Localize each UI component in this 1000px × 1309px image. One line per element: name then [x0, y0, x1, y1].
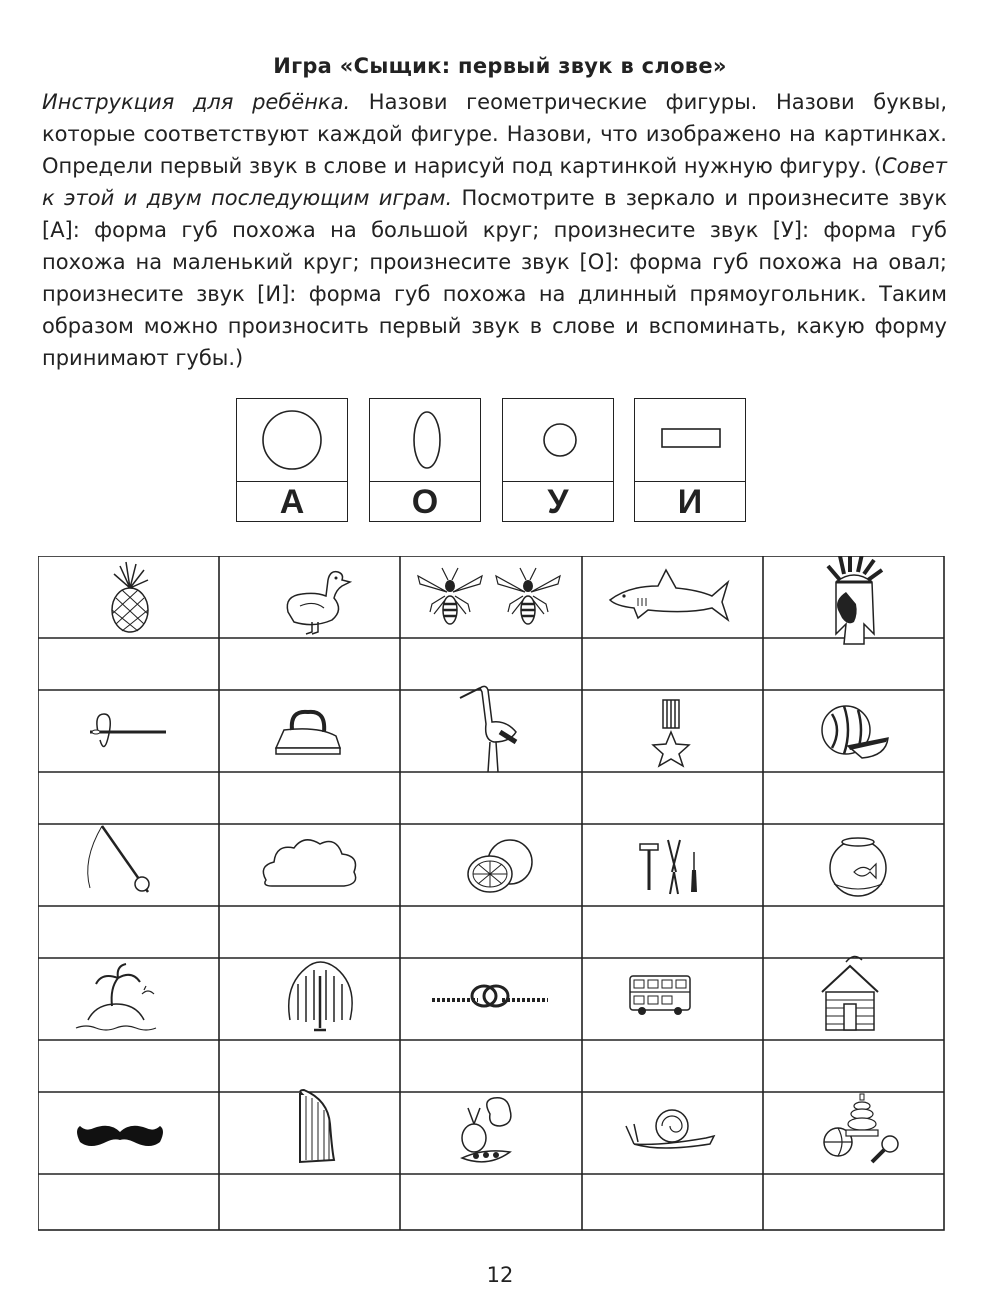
- hut-icon: [822, 956, 878, 1030]
- needle-icon: [90, 714, 166, 747]
- game-title: Игра «Сыщик: первый звук в слове»: [273, 54, 727, 78]
- medal-icon: [653, 700, 689, 766]
- oval-icon: [370, 399, 480, 481]
- snail-icon: [626, 1110, 714, 1148]
- legend-card-a: [236, 398, 348, 522]
- big-circle-icon: [237, 399, 347, 481]
- small-circle-icon: [503, 399, 613, 481]
- aquarium-icon: [830, 838, 886, 896]
- advice-label: Совет к этой и двум последующим играм.: [42, 154, 947, 210]
- legend-card-u: [502, 398, 614, 522]
- rectangle-icon: [635, 399, 745, 481]
- cloud-icon: [263, 840, 355, 886]
- watermelon-icon: [822, 706, 888, 758]
- bus-icon: [630, 976, 690, 1015]
- pineapple-icon: [112, 562, 148, 632]
- shark-icon: [610, 570, 728, 620]
- instruction-text: Назови геометрические фигуры. Назови буквы, которые соответствуют каждой фигуре. Назови, что изображено на картинках. Определи первый звук в слове и нарисуй под картинкой нужную фигуру. (: [42, 90, 947, 178]
- vegetables-icon: [462, 1098, 511, 1162]
- tools-icon: [640, 840, 697, 894]
- orange-icon: [468, 840, 532, 892]
- fishing-rod-icon: [88, 826, 149, 892]
- instruction-label: Инструкция для ребёнка.: [42, 90, 351, 114]
- legend-card-i: [634, 398, 746, 522]
- legend-card-o: [369, 398, 481, 522]
- knot-icon: [432, 986, 548, 1006]
- picture-grid: [38, 556, 946, 1232]
- legend-letter: А: [279, 483, 305, 521]
- page-number: 12: [486, 1263, 514, 1287]
- duck-icon: [287, 572, 350, 634]
- wasps-icon: [418, 568, 560, 624]
- harp-icon: [300, 1090, 334, 1162]
- island-icon: [76, 964, 156, 1030]
- advice-text: Посмотрите в зеркало и произнесите звук [А]: форма губ похожа на большой круг; произнесите звук [У]: форма губ похожа на маленький круг; произнесите звук [О]: форма губ похожа на овал; произнесите звук [И]: форма губ похожа на длинный прямоугольник. Таким образом можно произносить первый звук в слове и вспоминать, какую форму принимают губы.): [42, 186, 947, 370]
- grid-lines: [38, 556, 944, 1230]
- mustache-icon: [77, 1126, 163, 1146]
- instruction-paragraph: [42, 86, 947, 374]
- legend-letter: И: [677, 483, 703, 521]
- indian-chief-icon: [828, 556, 882, 644]
- legend-letter: У: [547, 483, 569, 521]
- legend-letter: О: [411, 483, 439, 521]
- willow-icon: [289, 962, 352, 1030]
- iron-icon: [276, 712, 340, 754]
- toys-icon: [824, 1094, 898, 1162]
- stork-icon: [460, 686, 516, 772]
